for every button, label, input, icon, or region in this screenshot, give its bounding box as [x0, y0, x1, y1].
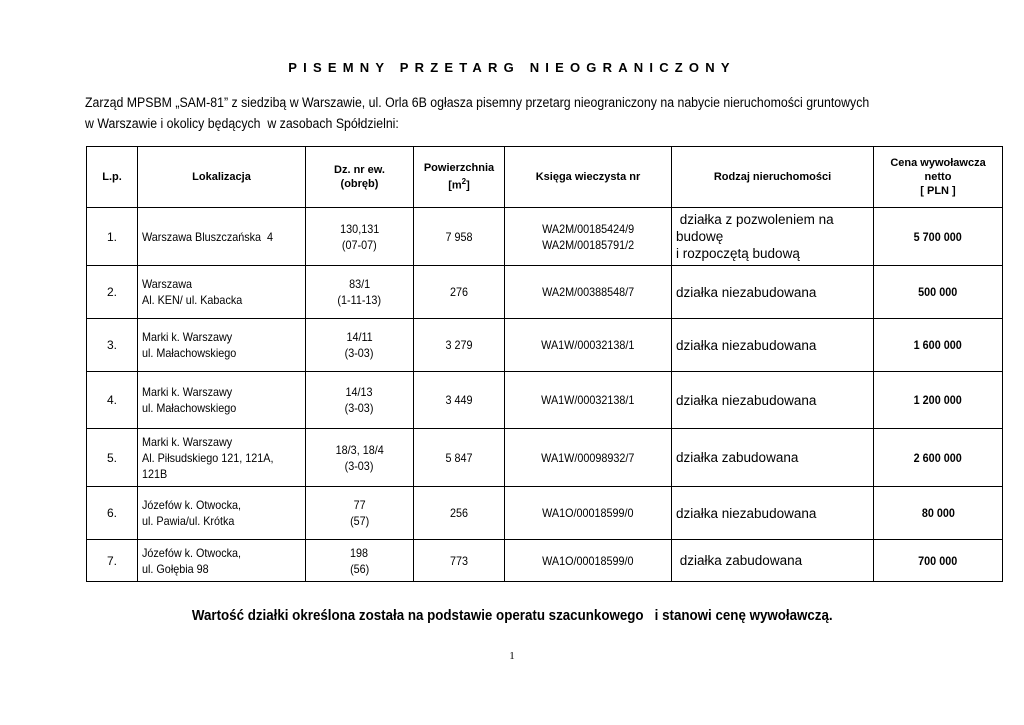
cell-powierzchnia-line-1: [418, 450, 500, 466]
cell-lokalizacja: [138, 372, 306, 429]
header-lokalizacja: Lokalizacja: [138, 147, 306, 208]
cell-ksiega-text-1: WA1O/00018599/0: [542, 506, 634, 520]
cell-lp-line-1: 1.: [106, 229, 117, 244]
table-row: [87, 429, 1003, 487]
cell-lokalizacja-text-2: ul. Gołębia 98: [142, 561, 209, 576]
cell-lokalizacja-text-2: Al. Piłsudskiego 121, 121A,: [142, 450, 274, 465]
cell-rodzaj-line-1: działka niezabudowana: [676, 505, 817, 521]
cell-lokalizacja: [138, 429, 306, 487]
table-row: [87, 266, 1003, 319]
cell-powierzchnia-line-1: [418, 392, 500, 408]
cell-lokalizacja-line-1: [142, 229, 301, 245]
properties-table: [86, 146, 1003, 582]
cell-dzialka: [306, 319, 414, 372]
cell-dzialka-text-2: (56): [349, 561, 370, 576]
cell-dzialka-text-2: (3-03): [345, 346, 374, 360]
cell-dzialka-text-1: 198: [350, 545, 369, 560]
cell-cena: [874, 266, 1003, 319]
cell-ksiega: [505, 266, 672, 319]
cell-cena: [874, 487, 1003, 540]
cell-rodzaj: [672, 208, 874, 266]
cell-powierzchnia-line-1: [418, 553, 500, 569]
table-header-row: [87, 147, 1003, 208]
cell-powierzchnia: [414, 372, 505, 429]
cell-ksiega: [505, 429, 672, 487]
cell-dzialka-line-2: [310, 458, 409, 474]
cell-dzialka-text-1: 14/11: [346, 330, 373, 344]
cell-rodzaj-line-1: działka niezabudowana: [676, 392, 817, 408]
cell-ksiega-line-1: [509, 221, 667, 237]
cell-powierzchnia-text-1: 276: [449, 285, 469, 299]
cell-cena: [874, 540, 1003, 582]
cell-dzialka-line-1: [310, 221, 409, 237]
cell-lokalizacja-line-1: [142, 497, 301, 513]
cell-lokalizacja-text-1: Marki k. Warszawy: [142, 330, 233, 344]
cell-dzialka-line-2: [310, 513, 409, 529]
cell-rodzaj-line-1: działka z pozwoleniem na: [676, 212, 834, 227]
cell-rodzaj-line-2: budowę: [676, 229, 724, 244]
cell-dzialka-line-2: [310, 237, 409, 253]
cell-lokalizacja-text-1: Warszawa: [142, 277, 193, 291]
cell-powierzchnia-line-1: [418, 505, 500, 521]
cell-dzialka-text-2: (3-03): [345, 401, 374, 415]
cell-lp: [87, 487, 138, 540]
cell-ksiega-text-1: WA2M/00185424/9: [541, 221, 635, 236]
table-row: [87, 487, 1003, 540]
cell-powierzchnia-line-1: [418, 229, 500, 245]
cell-lokalizacja-line-2: [142, 292, 301, 308]
cell-rodzaj: [672, 540, 874, 582]
cell-dzialka-text-1: 18/3, 18/4: [335, 442, 384, 457]
cell-cena-line-1: [878, 284, 998, 300]
cell-lp: [87, 429, 138, 487]
cell-dzialka-line-2: [310, 292, 409, 308]
cell-lokalizacja-text-2: ul. Pawia/ul. Krótka: [142, 514, 235, 528]
cell-lokalizacja: [138, 540, 306, 582]
cell-cena-line-1: [878, 553, 998, 569]
cell-dzialka: [306, 266, 414, 319]
cell-lokalizacja: [138, 266, 306, 319]
cell-dzialka-line-1: [310, 384, 409, 400]
cell-ksiega-line-1: [509, 450, 667, 466]
header-dz-line2: (obręb): [340, 178, 379, 190]
cell-cena: [874, 429, 1003, 487]
cell-ksiega: [505, 208, 672, 266]
cell-cena-text-1: 80 000: [921, 506, 955, 520]
cell-dzialka-line-1: [310, 497, 409, 513]
cell-rodzaj: [672, 266, 874, 319]
cell-dzialka-line-2: [310, 400, 409, 416]
cell-ksiega-text-1: WA2M/00388548/7: [541, 285, 635, 299]
table-row: [87, 540, 1003, 582]
cell-lokalizacja-text-2: Al. KEN/ ul. Kabacka: [142, 293, 243, 307]
cell-cena-line-1: [878, 450, 998, 466]
cell-cena-text-1: 1 600 000: [913, 338, 963, 352]
cell-powierzchnia: [414, 429, 505, 487]
footer-note: [0, 608, 1024, 624]
cell-lokalizacja-line-1: [142, 434, 301, 450]
cell-lp: [87, 372, 138, 429]
footer-note-text: Wartość działki określona została na podstawie operatu szacunkowego i stanowi cenę wywoławczą.: [191, 608, 833, 624]
cell-rodzaj-line-1: działka zabudowana: [676, 553, 803, 568]
cell-lokalizacja-line-2: [142, 345, 301, 361]
intro-line-2: w Warszawie i okolicy będących w zasobach Spółdzielni:: [85, 116, 399, 131]
cell-lp: [87, 540, 138, 582]
cell-lokalizacja-text-3: 121B: [142, 466, 168, 481]
header-pow-base: [m: [448, 179, 462, 192]
cell-lokalizacja-line-3: [142, 466, 301, 482]
cell-cena-text-1: 2 600 000: [913, 450, 963, 465]
header-dz-line1: Dz. nr ew.: [334, 164, 385, 176]
cell-rodzaj-line-1: działka niezabudowana: [676, 337, 817, 353]
cell-ksiega-text-1: WA1W/00032138/1: [541, 393, 635, 407]
cell-powierzchnia: [414, 540, 505, 582]
cell-rodzaj: [672, 319, 874, 372]
cell-lokalizacja-line-1: [142, 384, 301, 400]
cell-dzialka: [306, 208, 414, 266]
header-dz: [306, 147, 414, 208]
cell-cena: [874, 372, 1003, 429]
header-cena: [874, 147, 1003, 208]
cell-lokalizacja-line-2: [142, 561, 301, 577]
cell-powierzchnia-text-1: 3 449: [445, 393, 473, 407]
cell-ksiega: [505, 319, 672, 372]
table-row: [87, 319, 1003, 372]
cell-lokalizacja-text-1: Marki k. Warszawy: [142, 434, 233, 449]
cell-dzialka: [306, 372, 414, 429]
table-row: [87, 208, 1003, 266]
cell-lokalizacja-line-2: [142, 450, 301, 466]
cell-cena-text-1: 700 000: [918, 553, 958, 568]
cell-lp-line-1: 2.: [106, 285, 117, 299]
header-cena-line1: Cena wywoławcza: [890, 157, 986, 169]
header-pow-line1: Powierzchnia: [423, 162, 495, 175]
cell-dzialka-line-2: [310, 561, 409, 577]
cell-cena-text-1: 500 000: [918, 285, 958, 299]
cell-dzialka-text-2: (3-03): [345, 458, 374, 473]
cell-dzialka: [306, 540, 414, 582]
header-cena-line3: [ PLN ]: [920, 185, 956, 197]
cell-ksiega-line-1: [509, 553, 667, 569]
cell-ksiega: [505, 372, 672, 429]
header-ksiega: Księga wieczysta nr: [505, 147, 672, 208]
cell-dzialka: [306, 487, 414, 540]
header-pow-sup: 2: [461, 177, 467, 187]
cell-powierzchnia-text-1: 3 279: [445, 338, 473, 352]
header-powierzchnia: [414, 147, 505, 208]
intro-paragraph: [85, 92, 895, 134]
cell-ksiega-text-1: WA1W/00032138/1: [541, 338, 635, 352]
cell-dzialka-text-1: 130,131: [339, 221, 380, 236]
cell-rodzaj-line-1: działka zabudowana: [676, 450, 799, 465]
cell-powierzchnia-line-1: [418, 337, 500, 353]
table-body: [87, 208, 1003, 582]
cell-cena-line-1: [878, 505, 998, 521]
cell-lokalizacja-line-1: [142, 276, 301, 292]
cell-powierzchnia-line-1: [418, 284, 500, 300]
cell-rodzaj-line-3: i rozpoczętą budową: [676, 246, 800, 261]
cell-cena-text-1: 5 700 000: [913, 229, 963, 244]
document-title: PISEMNY PRZETARG NIEOGRANICZONY: [288, 60, 736, 75]
cell-powierzchnia: [414, 266, 505, 319]
cell-lp-line-1: 7.: [106, 553, 117, 568]
cell-lp-line-1: 4.: [106, 393, 117, 407]
cell-powierzchnia-text-1: 256: [449, 506, 469, 520]
cell-lokalizacja-text-2: ul. Małachowskiego: [142, 346, 237, 360]
cell-ksiega-line-1: [509, 337, 667, 353]
cell-dzialka-text-1: 14/13: [345, 385, 374, 399]
cell-rodzaj-line-1: działka niezabudowana: [676, 284, 817, 300]
cell-dzialka-line-1: [310, 545, 409, 561]
cell-lokalizacja-line-1: [142, 329, 301, 345]
cell-lokalizacja-text-1: Warszawa Bluszczańska 4: [142, 229, 274, 244]
cell-lokalizacja-line-1: [142, 545, 301, 561]
cell-ksiega-line-2: [509, 237, 667, 253]
cell-cena-line-1: [878, 392, 998, 408]
cell-lp-line-1: 3.: [106, 338, 117, 352]
cell-powierzchnia-text-1: 7 958: [445, 229, 473, 244]
cell-ksiega: [505, 540, 672, 582]
cell-lokalizacja-text-1: Marki k. Warszawy: [142, 385, 233, 399]
cell-lp: [87, 319, 138, 372]
cell-lokalizacja: [138, 319, 306, 372]
cell-ksiega-text-1: WA1O/00018599/0: [542, 553, 634, 568]
cell-dzialka-line-1: [310, 329, 409, 345]
cell-lokalizacja-line-2: [142, 513, 301, 529]
cell-lp: [87, 208, 138, 266]
cell-lp-line-1: 6.: [106, 506, 117, 520]
cell-dzialka-line-2: [310, 345, 409, 361]
cell-cena-line-1: [878, 229, 998, 245]
cell-lp-line-1: 5.: [106, 450, 117, 465]
cell-powierzchnia-text-1: 5 847: [445, 450, 473, 465]
cell-cena-text-1: 1 200 000: [913, 393, 963, 407]
cell-ksiega-line-1: [509, 505, 667, 521]
cell-powierzchnia: [414, 208, 505, 266]
header-lp: L.p.: [87, 147, 138, 208]
cell-dzialka-text-2: (07-07): [342, 237, 377, 252]
cell-cena: [874, 319, 1003, 372]
cell-rodzaj: [672, 372, 874, 429]
cell-rodzaj: [672, 429, 874, 487]
cell-rodzaj: [672, 487, 874, 540]
cell-dzialka-line-1: [310, 442, 409, 458]
cell-ksiega: [505, 487, 672, 540]
cell-powierzchnia: [414, 487, 505, 540]
cell-dzialka: [306, 429, 414, 487]
cell-cena-line-1: [878, 337, 998, 353]
cell-lp: [87, 266, 138, 319]
cell-lokalizacja: [138, 487, 306, 540]
cell-ksiega-line-1: [509, 392, 667, 408]
cell-powierzchnia-text-1: 773: [449, 553, 469, 568]
intro-line-1: Zarząd MPSBM „SAM-81” z siedzibą w Warszawie, ul. Orla 6B ogłasza pisemny przetarg nieograniczony na nabycie nieruchomości gruntowych: [85, 95, 870, 110]
cell-dzialka-text-1: 83/1: [348, 277, 371, 291]
page-number: 1: [509, 650, 515, 662]
header-pow-line2: [418, 175, 500, 193]
cell-cena: [874, 208, 1003, 266]
cell-lokalizacja-text-2: ul. Małachowskiego: [142, 401, 237, 415]
cell-lokalizacja: [138, 208, 306, 266]
cell-ksiega-line-1: [509, 284, 667, 300]
cell-powierzchnia: [414, 319, 505, 372]
cell-ksiega-text-1: WA1W/00098932/7: [541, 450, 635, 465]
cell-lokalizacja-line-2: [142, 400, 301, 416]
cell-ksiega-text-2: WA2M/00185791/2: [541, 237, 635, 252]
table-row: [87, 372, 1003, 429]
header-cena-line2: netto: [924, 171, 952, 183]
cell-dzialka-text-1: 77: [353, 498, 366, 512]
cell-dzialka-line-1: [310, 276, 409, 292]
header-rodzaj: Rodzaj nieruchomości: [672, 147, 874, 208]
cell-dzialka-text-2: (57): [349, 514, 370, 528]
cell-dzialka-text-2: (1-11-13): [337, 293, 382, 307]
cell-lokalizacja-text-1: Józefów k. Otwocka,: [142, 545, 242, 560]
header-pow-end: ]: [466, 179, 470, 192]
cell-lokalizacja-text-1: Józefów k. Otwocka,: [142, 498, 242, 512]
